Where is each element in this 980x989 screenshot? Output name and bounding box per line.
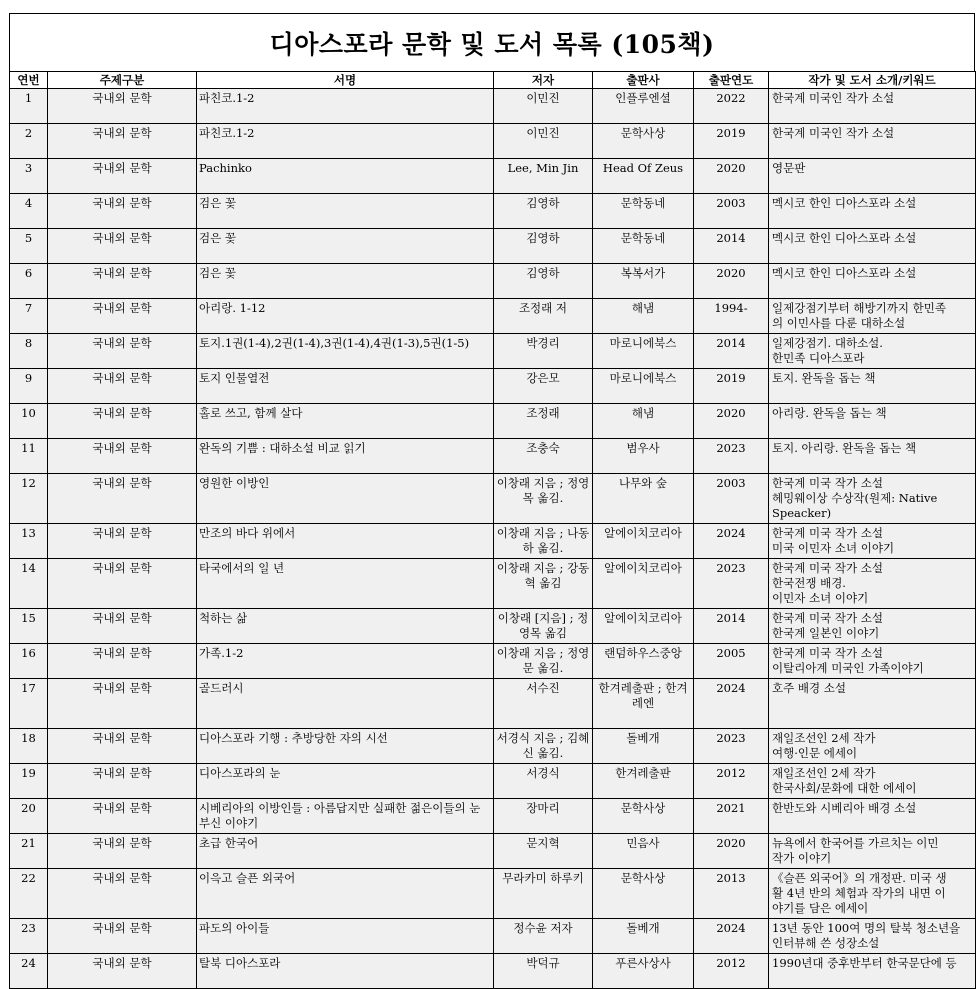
cell-author: 이민진: [494, 89, 593, 124]
cell-publisher: 문학동네: [593, 194, 694, 229]
cell-author: 김영하: [494, 229, 593, 264]
cell-title: 타국에서의 일 년: [197, 559, 494, 609]
cell-category: 국내외 문학: [48, 159, 197, 194]
cell-year: 2012: [694, 954, 769, 989]
cell-no: 23: [10, 919, 48, 954]
cell-publisher: 마로니에북스: [593, 369, 694, 404]
cell-year: 2013: [694, 869, 769, 919]
description-line: Speacker): [772, 506, 832, 520]
cell-description: [769, 919, 976, 954]
cell-year: 2024: [694, 679, 769, 729]
table-row: [10, 299, 976, 334]
cell-description: [769, 524, 976, 559]
cell-author: 박경리: [494, 334, 593, 369]
cell-publisher: 문학사상: [593, 799, 694, 834]
cell-year: 2020: [694, 159, 769, 194]
cell-description: [769, 474, 976, 524]
cell-author: 박덕규: [494, 954, 593, 989]
description-line: 한국사회/문화에 대한 에세이: [772, 781, 917, 795]
cell-publisher: 문학사상: [593, 869, 694, 919]
cell-title: 홀로 쓰고, 함께 살다: [197, 404, 494, 439]
cell-year: 2019: [694, 124, 769, 159]
cell-no: 16: [10, 644, 48, 679]
header-title: 서명: [197, 72, 494, 89]
description-line: 여행·인문 에세이: [772, 746, 858, 760]
description-line: 《슬픈 외국어》의 개정판. 미국 생: [772, 871, 947, 885]
header-publisher: 출판사: [593, 72, 694, 89]
cell-publisher: 해냄: [593, 299, 694, 334]
cell-publisher: 해냄: [593, 404, 694, 439]
table-row: [10, 524, 976, 559]
cell-category: 국내외 문학: [48, 644, 197, 679]
cell-author: 김영하: [494, 194, 593, 229]
cell-publisher: 푸른사상사: [593, 954, 694, 989]
cell-no: 15: [10, 609, 48, 644]
cell-title: 시베리아의 이방인들 : 아름답지만 실패한 젊은이들의 눈부신 이야기: [197, 799, 494, 834]
cell-author: 이창래 지음 ; 강동혁 옮김: [494, 559, 593, 609]
description-line: 한국계 미국 작가 소설: [772, 561, 883, 575]
description-line: 호주 배경 소설: [772, 681, 846, 695]
table-row: [10, 124, 976, 159]
cell-author: 서경식: [494, 764, 593, 799]
cell-category: 국내외 문학: [48, 609, 197, 644]
cell-category: 국내외 문학: [48, 229, 197, 264]
book-list-table: [9, 71, 976, 989]
table-row: [10, 729, 976, 764]
cell-no: 4: [10, 194, 48, 229]
cell-year: 2023: [694, 559, 769, 609]
cell-no: 17: [10, 679, 48, 729]
cell-publisher: Head Of Zeus: [593, 159, 694, 194]
cell-author: 이민진: [494, 124, 593, 159]
cell-no: 8: [10, 334, 48, 369]
cell-description: [769, 679, 976, 729]
cell-no: 7: [10, 299, 48, 334]
cell-author: 이창래 지음 ; 나동하 옮김.: [494, 524, 593, 559]
description-line: 헤밍웨이상 수상작(원제: Native: [772, 491, 938, 505]
cell-publisher: 인플루엔셜: [593, 89, 694, 124]
cell-no: 5: [10, 229, 48, 264]
cell-author: 이창래 [지음] ; 정영목 옮김: [494, 609, 593, 644]
cell-year: 2014: [694, 609, 769, 644]
description-line: 한국계 일본인 이야기: [772, 626, 880, 640]
header-category: 주제구분: [48, 72, 197, 89]
description-line: 재일조선인 2세 작가: [772, 766, 876, 780]
cell-no: 6: [10, 264, 48, 299]
cell-category: 국내외 문학: [48, 869, 197, 919]
cell-year: 2012: [694, 764, 769, 799]
cell-publisher: 한겨레출판 ; 한겨레엔: [593, 679, 694, 729]
description-line: 영문판: [772, 161, 806, 175]
cell-author: 조정래: [494, 404, 593, 439]
table-body: [10, 89, 976, 989]
cell-title: Pachinko: [197, 159, 494, 194]
cell-year: 2023: [694, 439, 769, 474]
cell-category: 국내외 문학: [48, 764, 197, 799]
cell-description: [769, 194, 976, 229]
cell-no: 3: [10, 159, 48, 194]
table-row: [10, 194, 976, 229]
cell-title: 골드러시: [197, 679, 494, 729]
description-line: 멕시코 한인 디아스포라 소설: [772, 231, 917, 245]
header-author: 저자: [494, 72, 593, 89]
cell-no: 1: [10, 89, 48, 124]
cell-publisher: 돌베개: [593, 919, 694, 954]
table-row: [10, 159, 976, 194]
table-row: [10, 609, 976, 644]
description-line: 활 4년 반의 체험과 작가의 내면 이: [772, 886, 946, 900]
cell-title: 영원한 이방인: [197, 474, 494, 524]
table-row: [10, 834, 976, 869]
cell-category: 국내외 문학: [48, 919, 197, 954]
cell-author: 문지혁: [494, 834, 593, 869]
cell-publisher: 돌베개: [593, 729, 694, 764]
cell-author: 서수진: [494, 679, 593, 729]
table-row: [10, 954, 976, 989]
cell-year: 2021: [694, 799, 769, 834]
cell-title: 검은 꽃: [197, 194, 494, 229]
cell-publisher: 랜덤하우스중앙: [593, 644, 694, 679]
table-row: [10, 679, 976, 729]
table-row: [10, 404, 976, 439]
cell-no: 18: [10, 729, 48, 764]
table-row: [10, 559, 976, 609]
cell-year: 2014: [694, 334, 769, 369]
description-line: 일제강점기. 대하소설.: [772, 336, 883, 350]
description-line: 일제강점기부터 해방기까지 한민족: [772, 301, 946, 315]
cell-description: [769, 334, 976, 369]
cell-category: 국내외 문학: [48, 439, 197, 474]
cell-year: 2005: [694, 644, 769, 679]
cell-no: 19: [10, 764, 48, 799]
cell-author: 조충숙: [494, 439, 593, 474]
description-line: 아리랑. 완독을 돕는 책: [772, 406, 887, 420]
description-line: 한국계 미국 작가 소설: [772, 476, 883, 490]
cell-title: 이윽고 슬픈 외국어: [197, 869, 494, 919]
cell-no: 24: [10, 954, 48, 989]
cell-category: 국내외 문학: [48, 679, 197, 729]
description-line: 13년 동안 100여 명의 탈북 청소년을: [772, 921, 961, 935]
cell-author: Lee, Min Jin: [494, 159, 593, 194]
header-row: [10, 72, 976, 89]
cell-title: 토지.1권(1-4),2권(1-4),3권(1-4),4권(1-3),5권(1-5): [197, 334, 494, 369]
description-line: 야기를 담은 에세이: [772, 901, 869, 915]
cell-category: 국내외 문학: [48, 559, 197, 609]
cell-year: 2020: [694, 404, 769, 439]
description-line: 한국계 미국인 작가 소설: [772, 126, 895, 140]
description-line: 이민자 소녀 이야기: [772, 591, 869, 605]
cell-year: 2020: [694, 834, 769, 869]
cell-category: 국내외 문학: [48, 264, 197, 299]
description-line: 한반도와 시베리아 배경 소설: [772, 801, 917, 815]
document-title: 디아스포라 문학 및 도서 목록 (105책): [9, 13, 975, 71]
cell-title: 완독의 기쁨 : 대하소설 비교 읽기: [197, 439, 494, 474]
cell-year: 2024: [694, 524, 769, 559]
table-row: [10, 229, 976, 264]
description-line: 이탈리아계 미국인 가족이야기: [772, 661, 924, 675]
cell-publisher: 마로니에북스: [593, 334, 694, 369]
cell-description: [769, 229, 976, 264]
cell-category: 국내외 문학: [48, 299, 197, 334]
cell-description: [769, 869, 976, 919]
cell-title: 파친코.1-2: [197, 89, 494, 124]
cell-author: 조정래 저: [494, 299, 593, 334]
cell-description: [769, 644, 976, 679]
cell-publisher: 범우사: [593, 439, 694, 474]
cell-no: 20: [10, 799, 48, 834]
cell-year: 2024: [694, 919, 769, 954]
header-no: 연번: [10, 72, 48, 89]
cell-title: 초급 한국어: [197, 834, 494, 869]
description-line: 작가 이야기: [772, 851, 832, 865]
table-row: [10, 369, 976, 404]
cell-category: 국내외 문학: [48, 524, 197, 559]
cell-title: 디아스포라 기행 : 추방당한 자의 시선: [197, 729, 494, 764]
table-row: [10, 799, 976, 834]
cell-publisher: 문학동네: [593, 229, 694, 264]
cell-description: [769, 764, 976, 799]
description-line: 미국 이민자 소녀 이야기: [772, 541, 895, 555]
cell-year: 2023: [694, 729, 769, 764]
cell-description: [769, 439, 976, 474]
cell-title: 가족.1-2: [197, 644, 494, 679]
cell-title: 아리랑. 1-12: [197, 299, 494, 334]
cell-no: 13: [10, 524, 48, 559]
cell-category: 국내외 문학: [48, 834, 197, 869]
header-description: 작가 및 도서 소개/키워드: [769, 72, 976, 89]
cell-title: 파친코.1-2: [197, 124, 494, 159]
cell-category: 국내외 문학: [48, 124, 197, 159]
cell-author: 이창래 지음 ; 정영문 옮김.: [494, 644, 593, 679]
description-line: 토지. 완독을 돕는 책: [772, 371, 876, 385]
cell-publisher: 한겨레출판: [593, 764, 694, 799]
cell-no: 12: [10, 474, 48, 524]
description-line: 의 이민사를 다룬 대하소설: [772, 316, 906, 330]
cell-no: 22: [10, 869, 48, 919]
cell-year: 2014: [694, 229, 769, 264]
cell-category: 국내외 문학: [48, 474, 197, 524]
cell-description: [769, 729, 976, 764]
cell-author: 이창래 지음 ; 정영목 옮김.: [494, 474, 593, 524]
cell-author: 장마리: [494, 799, 593, 834]
cell-title: 토지 인물열전: [197, 369, 494, 404]
cell-title: 검은 꽃: [197, 264, 494, 299]
table-row: [10, 644, 976, 679]
description-line: 1990년대 중후반부터 한국문단에 등: [772, 956, 957, 970]
description-line: 한국계 미국인 작가 소설: [772, 91, 895, 105]
cell-category: 국내외 문학: [48, 954, 197, 989]
cell-description: [769, 954, 976, 989]
cell-description: [769, 559, 976, 609]
cell-category: 국내외 문학: [48, 334, 197, 369]
cell-publisher: 알에이치코리아: [593, 609, 694, 644]
cell-category: 국내외 문학: [48, 729, 197, 764]
cell-publisher: 알에이치코리아: [593, 524, 694, 559]
header-year: 출판연도: [694, 72, 769, 89]
cell-publisher: 문학사상: [593, 124, 694, 159]
cell-category: 국내외 문학: [48, 404, 197, 439]
description-line: 멕시코 한인 디아스포라 소설: [772, 196, 917, 210]
cell-description: [769, 609, 976, 644]
cell-description: [769, 124, 976, 159]
cell-year: 2019: [694, 369, 769, 404]
table-row: [10, 439, 976, 474]
description-line: 멕시코 한인 디아스포라 소설: [772, 266, 917, 280]
cell-title: 탈북 디아스포라: [197, 954, 494, 989]
cell-no: 10: [10, 404, 48, 439]
cell-author: 무라카미 하루키: [494, 869, 593, 919]
cell-title: 디아스포라의 눈: [197, 764, 494, 799]
description-line: 재일조선인 2세 작가: [772, 731, 876, 745]
cell-author: 김영하: [494, 264, 593, 299]
table-row: [10, 264, 976, 299]
cell-year: 2022: [694, 89, 769, 124]
cell-no: 14: [10, 559, 48, 609]
cell-description: [769, 89, 976, 124]
cell-no: 2: [10, 124, 48, 159]
description-line: 한국계 미국 작가 소설: [772, 611, 883, 625]
table-row: [10, 474, 976, 524]
cell-year: 2020: [694, 264, 769, 299]
description-line: 한국계 미국 작가 소설: [772, 646, 883, 660]
description-line: 한국전쟁 배경.: [772, 576, 846, 590]
description-line: 한국계 미국 작가 소설: [772, 526, 883, 540]
cell-author: 강은모: [494, 369, 593, 404]
cell-author: 서경식 지음 ; 김혜신 옮김.: [494, 729, 593, 764]
description-line: 토지. 아리랑. 완독을 돕는 책: [772, 441, 917, 455]
cell-title: 척하는 삶: [197, 609, 494, 644]
cell-year: 1994-: [694, 299, 769, 334]
table-row: [10, 764, 976, 799]
cell-category: 국내외 문학: [48, 89, 197, 124]
cell-description: [769, 264, 976, 299]
cell-description: [769, 799, 976, 834]
cell-publisher: 나무와 숲: [593, 474, 694, 524]
description-line: 한민족 디아스포라: [772, 351, 865, 365]
cell-author: 정수윤 저자: [494, 919, 593, 954]
cell-title: 검은 꽃: [197, 229, 494, 264]
cell-description: [769, 369, 976, 404]
table-row: [10, 869, 976, 919]
cell-year: 2003: [694, 474, 769, 524]
cell-publisher: 알에이치코리아: [593, 559, 694, 609]
cell-no: 11: [10, 439, 48, 474]
description-line: 뉴욕에서 한국어를 가르치는 이민: [772, 836, 939, 850]
table-row: [10, 919, 976, 954]
cell-category: 국내외 문학: [48, 369, 197, 404]
cell-year: 2003: [694, 194, 769, 229]
cell-category: 국내외 문학: [48, 799, 197, 834]
cell-title: 만조의 바다 위에서: [197, 524, 494, 559]
cell-publisher: 민음사: [593, 834, 694, 869]
table-row: [10, 334, 976, 369]
table-row: [10, 89, 976, 124]
cell-publisher: 복복서가: [593, 264, 694, 299]
cell-description: [769, 834, 976, 869]
cell-description: [769, 404, 976, 439]
cell-no: 21: [10, 834, 48, 869]
cell-description: [769, 299, 976, 334]
cell-category: 국내외 문학: [48, 194, 197, 229]
description-line: 인터뷰해 쓴 성장소설: [772, 936, 880, 950]
cell-title: 파도의 아이들: [197, 919, 494, 954]
cell-description: [769, 159, 976, 194]
cell-no: 9: [10, 369, 48, 404]
document-sheet: [9, 13, 975, 970]
